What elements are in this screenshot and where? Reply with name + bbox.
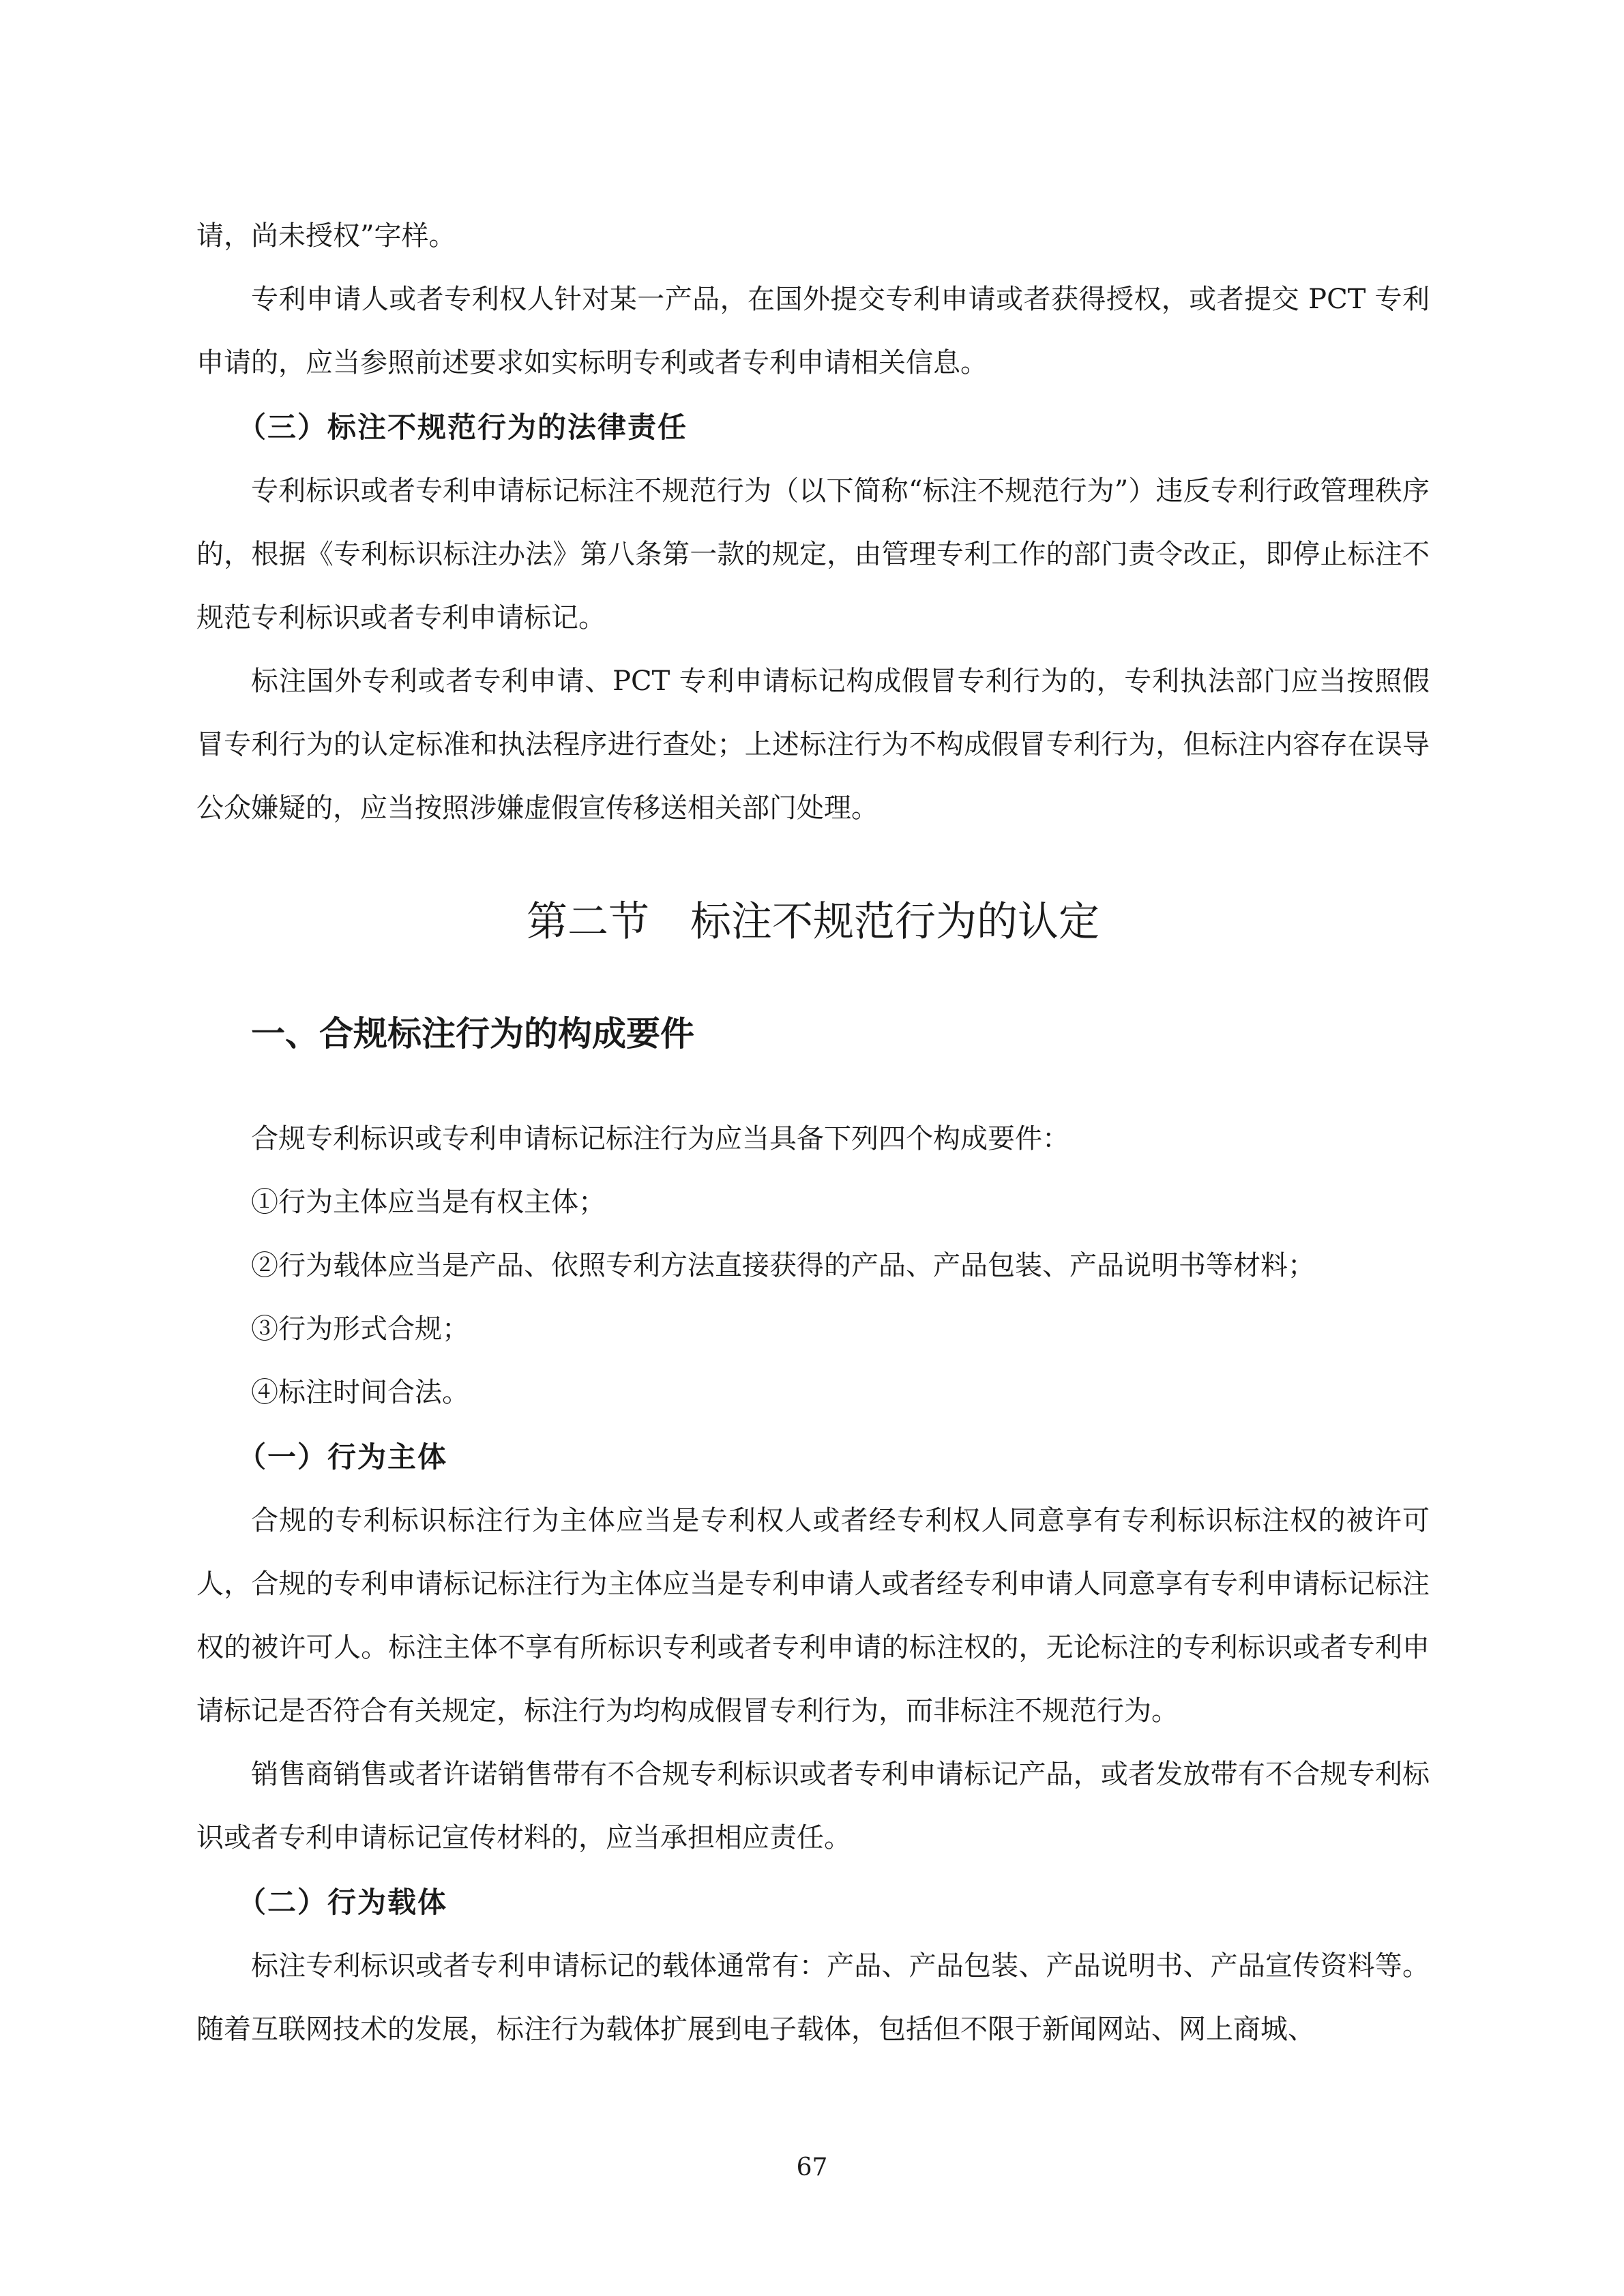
heading-compliance-requirements: 一、合规标注行为的构成要件 xyxy=(251,1014,694,1054)
paragraph-liability-1: 专利标识或者专利申请标记标注不规范行为（以下简称“标注不规范行为”）违反专利行政管理秩序的，根据《专利标识标注办法》第八条第一款的规定，由管理专利工作的部门责令改正，即停止标注不规范专利标识或者专利申请标记。 xyxy=(196,475,1430,633)
subheading-legal-liability: （三）标注不规范行为的法律责任 xyxy=(237,411,688,444)
page-content xyxy=(196,205,1430,2061)
section-number: 第二节 xyxy=(527,898,649,946)
requirement-item-4: ④标注时间合法。 xyxy=(251,1377,469,1408)
requirement-item-2: ②行为载体应当是产品、依照专利方法直接获得的产品、产品包装、产品说明书等材料； xyxy=(251,1250,1315,1281)
subheading-carrier: （二）行为载体 xyxy=(237,1885,448,1919)
section-title xyxy=(196,840,1430,1002)
paragraph-pct-notice: 专利申请人或者专利权人针对某一产品，在国外提交专利申请或者获得授权，或者提交 PCT 专利申请的，应当参照前述要求如实标明专利或者专利申请相关信息。 xyxy=(196,284,1430,378)
paragraph-actor-1: 合规的专利标识标注行为主体应当是专利权人或者经专利权人同意享有专利标识标注权的被许可人，合规的专利申请标记标注行为主体应当是专利申请人或者经专利申请人同意享有专利申请标记标注权的被许可人。标注主体不享有所标识专利或者专利申请的标注权的，无论标注的专利标识或者专利申请标记是否符合有关规定，标注行为均构成假冒专利行为，而非标注不规范行为。 xyxy=(196,1505,1430,1727)
section-title-text: 标注不规范行为的认定 xyxy=(690,898,1099,946)
requirement-item-3: ③行为形式合规； xyxy=(251,1313,469,1345)
paragraph-carrier-1: 标注专利标识或者专利申请标记的载体通常有：产品、产品包装、产品说明书、产品宣传资料等。随着互联网技术的发展，标注行为载体扩展到电子载体，包括但不限于新闻网站、网上商城、 xyxy=(196,1950,1430,2045)
subheading-actor: （一）行为主体 xyxy=(237,1440,448,1474)
page-number: 67 xyxy=(796,2153,828,2181)
paragraph-liability-2: 标注国外专利或者专利申请、PCT 专利申请标记构成假冒专利行为的，专利执法部门应当按照假冒专利行为的认定标准和执法程序进行查处；上述标注行为不构成假冒专利行为，但标注内容存在误导公众嫌疑的，应当按照涉嫌虚假宣传移送相关部门处理。 xyxy=(196,666,1430,824)
paragraph-actor-2: 销售商销售或者许诺销售带有不合规专利标识或者专利申请标记产品，或者发放带有不合规专利标识或者专利申请标记宣传材料的，应当承担相应责任。 xyxy=(196,1759,1430,1853)
paragraph-requirements-intro: 合规专利标识或专利申请标记标注行为应当具备下列四个构成要件： xyxy=(251,1123,1069,1154)
paragraph-continuation: 请，尚未授权”字样。 xyxy=(196,220,456,252)
requirement-item-1: ①行为主体应当是有权主体； xyxy=(251,1187,606,1218)
